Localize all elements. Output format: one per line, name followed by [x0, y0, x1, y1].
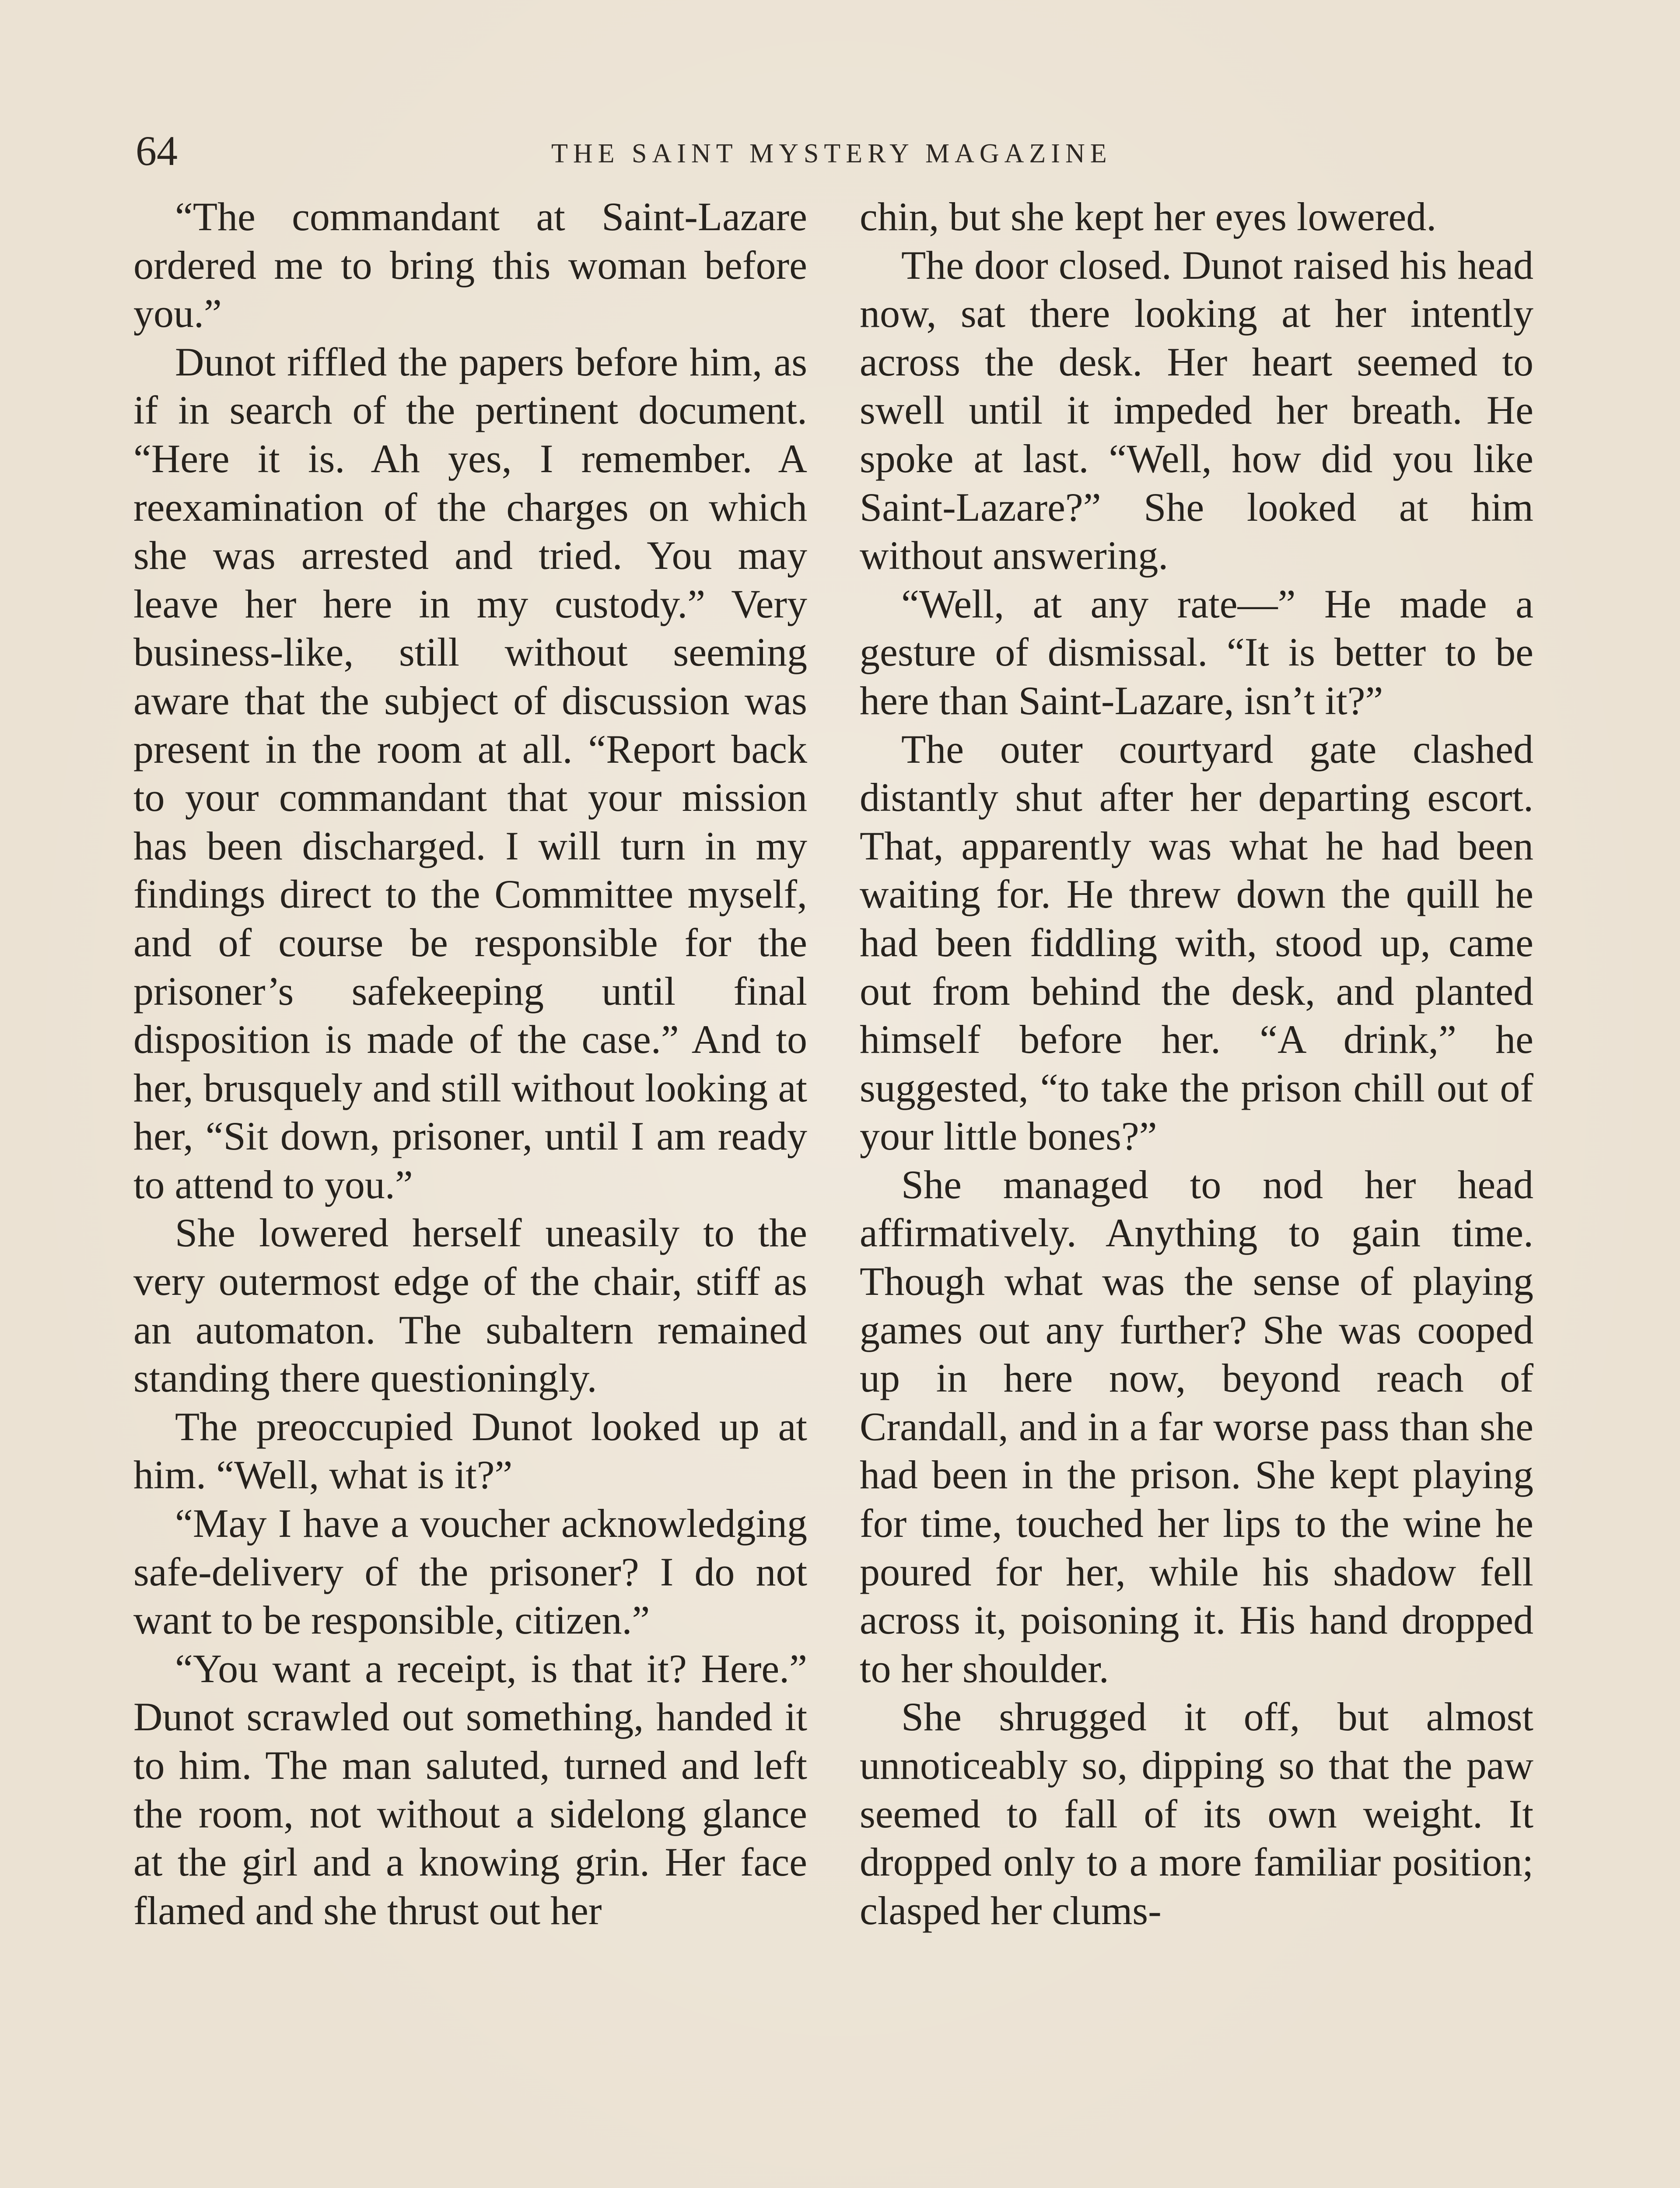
paragraph: Dunot riffled the papers before him, as if in search of the pertinent document. “Here it is. Ah yes, I remember. A reexamination of the charges on which she was arrested and tried. You may leave her here in my custody.” Very business-like, still without seeming aware that the subject of discussion was present in the room at all. “Report back to your commandant that your mission has been discharged. I will turn in my findings direct to the Committee myself, and of course be responsible for the prisoner’s safekeeping until final disposition is made of the case.” And to her, brusquely and still without looking at her, “Sit down, prisoner, until I am ready to attend to you.” — [133, 339, 807, 1207]
paragraph: She managed to nod her head affirmatively. Anything to gain time. Though what was the sense of playing games out any further? She was cooped up in here now, beyond reach of Crandall, and in a far worse pass than she had been in the prison. She kept playing for time, touched her lips to the wine he poured for her, while his shadow fell across it, poisoning it. His hand dropped to her shoulder. — [860, 1162, 1533, 1691]
left-column — [133, 193, 807, 1935]
page-header — [136, 127, 1544, 179]
paragraph: “Well, at any rate—” He made a gesture of dismissal. “It is better to be here than Saint-Lazare, isn’t it?” — [860, 581, 1533, 723]
running-head: THE SAINT MYSTERY MAGAZINE — [551, 139, 1112, 168]
paragraph: “May I have a voucher acknowledging safe-delivery of the prisoner? I do not want to be responsible, citizen.” — [133, 1501, 807, 1643]
paragraph: “You want a receipt, is that it? Here.” Dunot scrawled out something, handed it to him. The man saluted, turned and left the room, not without a sidelong glance at the girl and a knowing grin. Her face flamed and she thrust out her — [133, 1646, 807, 1933]
paragraph: chin, but she kept her eyes lowered. — [860, 194, 1437, 239]
paragraph: “The commandant at Saint-Lazare ordered me to bring this woman before you.” — [133, 194, 807, 336]
paragraph: The preoccupied Dunot looked up at him. “Well, what is it?” — [133, 1404, 807, 1497]
paragraph: She lowered herself uneasily to the very outermost edge of the chair, stiff as an automaton. The subaltern remained standing there questioningly. — [133, 1210, 807, 1401]
paragraph: The door closed. Dunot raised his head now, sat there looking at her intently across the desk. Her heart seemed to swell until it impeded her breath. He spoke at last. “Well, how did you like Saint-Lazare?” She looked at him without answering. — [860, 242, 1533, 578]
page-number: 64 — [136, 127, 178, 174]
right-column — [860, 193, 1533, 1935]
paragraph: The outer courtyard gate clashed distantly shut after her departing escort. That, apparently was what he had been waiting for. He threw down the quill he had been fiddling with, stood up, came out from behind the desk, and planted himself before her. “A drink,” he suggested, “to take the prison chill out of your little bones?” — [860, 726, 1533, 1159]
paragraph: She shrugged it off, but almost unnoticeably so, dipping so that the paw seemed to fall of its own weight. It dropped only to a more familiar position; clasped her clums- — [860, 1694, 1533, 1933]
